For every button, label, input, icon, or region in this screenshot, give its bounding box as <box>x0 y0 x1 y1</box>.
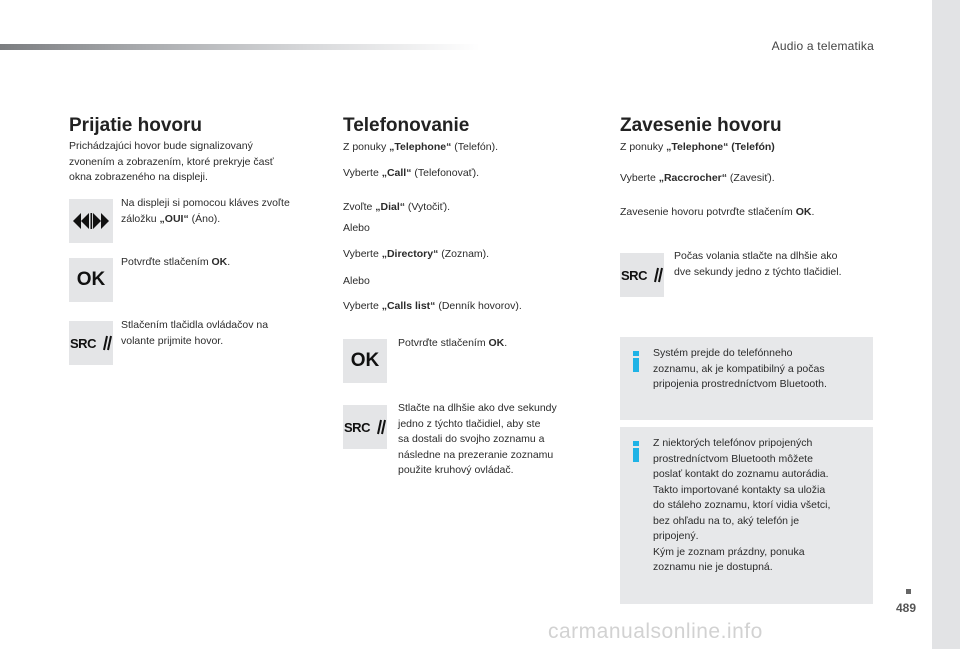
src-slash-icon <box>372 419 386 435</box>
middle-line5: Vyberte „Calls list“ (Denník hovorov). <box>343 300 522 312</box>
ok-button <box>343 339 387 383</box>
right-margin-strip <box>932 0 960 649</box>
right-step-src-text: Počas volania stlačte na dlhšie ako dve sekundy jedno z týchto tlačidiel. <box>674 250 842 278</box>
middle-line4: Vyberte „Directory“ (Zoznam). <box>343 248 490 260</box>
middle-or1: Alebo <box>343 222 370 234</box>
left-step3-text: Stlačením tlačidla ovládačov na volante prijmite hovor. <box>121 319 269 347</box>
left-right-arrows-icon <box>72 212 110 230</box>
middle-step-src-text: Stlačte na dlhšie ako dve sekundy jedno z týchto tlačidiel, aby ste sa dostali do svojho zoznamu a následne na prezeranie zoznamu použite kruhový ovládač. <box>398 402 557 476</box>
src-label: SRC <box>344 419 370 435</box>
page-marker <box>906 589 911 594</box>
ok-label: OK <box>350 350 380 371</box>
heading-telefonovanie: Telefonovanie <box>343 115 470 136</box>
right-line2: Vyberte „Raccrocher“ (Zavesiť). <box>620 172 775 184</box>
watermark: carmanualsonline.info <box>548 620 763 643</box>
src-steering-button <box>69 321 113 365</box>
info-icon <box>632 351 640 372</box>
src-steering-button <box>620 253 664 297</box>
src-label: SRC <box>70 335 96 351</box>
heading-zavesenie-hovoru: Zavesenie hovoru <box>620 115 782 136</box>
info-text: Z niektorých telefónov pripojených prostredníctvom Bluetooth môžete poslať kontakt do zoznamu autorádia. Takto importované kontakty sa uložia do stáleho zoznamu, ktorí vidia všetci, bez ohľadu na to, aký telefón je pripojený. Kým je zoznam prázdny, ponuka zoznamu nie je dostupná. <box>653 437 831 573</box>
ok-button <box>69 258 113 302</box>
src-slash-icon <box>98 335 112 351</box>
middle-line3: Zvoľte „Dial“ (Vytočiť). <box>343 201 450 213</box>
middle-line2: Vyberte „Call“ (Telefonovať). <box>343 167 480 179</box>
middle-step-ok-text: Potvrďte stlačením OK. <box>398 337 508 349</box>
header-gradient-bar <box>0 44 480 50</box>
middle-or2: Alebo <box>343 275 370 287</box>
info-text: Systém prejde do telefónneho zoznamu, ak je kompatibilný a počas pripojenia prostredníctvom Bluetooth. <box>653 347 827 390</box>
left-step2-text: Potvrďte stlačením OK. <box>121 256 231 268</box>
info-box-contact-import <box>620 427 873 604</box>
section-title: Audio a telematika <box>771 39 874 53</box>
left-step1-text: Na displeji si pomocou kláves zvoľte záložku „OUI“ (Áno). <box>121 197 290 225</box>
right-line1: Z ponuky „Telephone“ (Telefón) <box>620 141 775 153</box>
left-intro-text: Prichádzajúci hovor bude signalizovaný zvonením a zobrazením, ktoré prekryje časť okna zobrazeného na displeji. <box>69 140 274 183</box>
info-icon <box>632 441 640 462</box>
info-box-bluetooth-sync <box>620 337 873 420</box>
src-steering-button <box>343 405 387 449</box>
page-number: 489 <box>896 601 917 615</box>
src-slash-icon <box>649 267 663 283</box>
middle-line1: Z ponuky „Telephone“ (Telefón). <box>343 141 499 153</box>
src-label: SRC <box>621 267 647 283</box>
right-line3: Zavesenie hovoru potvrďte stlačením OK. <box>620 206 815 218</box>
arrow-keys-button <box>69 199 113 243</box>
heading-prijatie-hovoru: Prijatie hovoru <box>69 115 203 136</box>
ok-label: OK <box>76 269 106 290</box>
